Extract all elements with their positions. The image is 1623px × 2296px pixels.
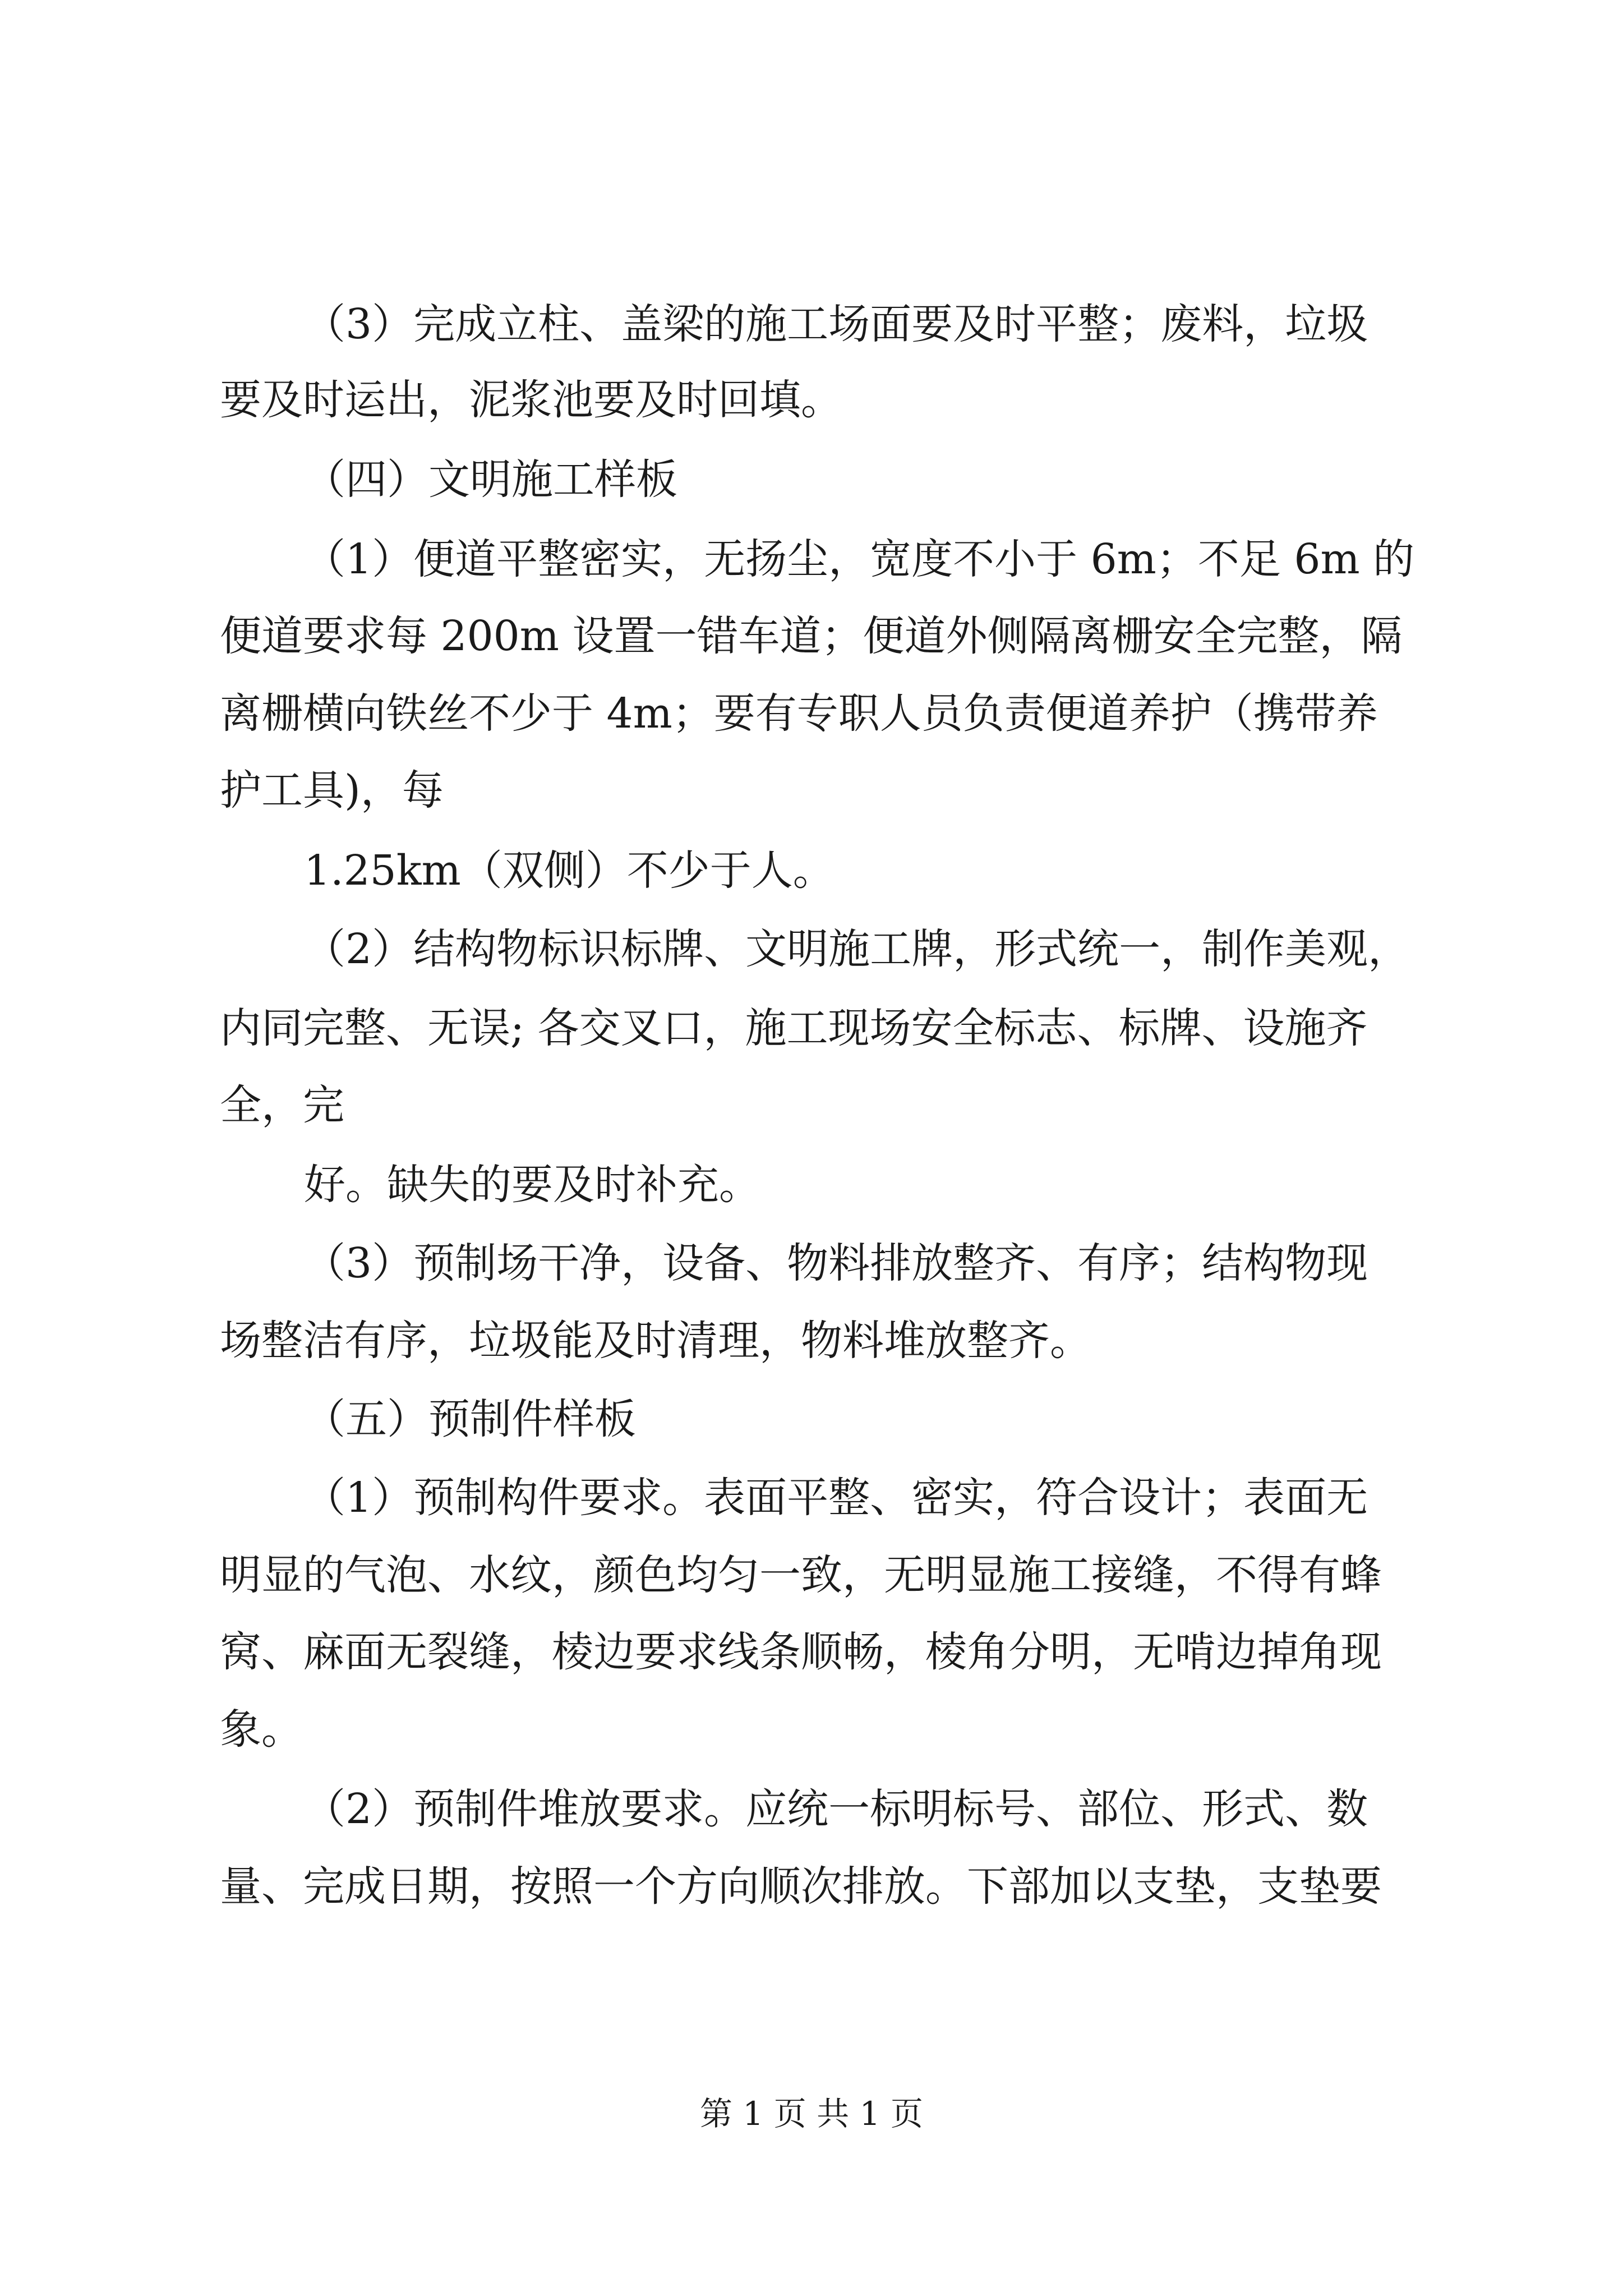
text-line: （1）便道平整密实，无扬尘，宽度不小于 6m；不足 6m 的 (304, 535, 1415, 583)
section-heading: （五）预制件样板 (304, 1395, 636, 1443)
text-line: 窝、麻面无裂缝，棱边要求线条顺畅，棱角分明，无啃边掉角现 (220, 1628, 1382, 1676)
text-line: 好。缺失的要及时补充。 (304, 1161, 760, 1209)
text-line: 要及时运出，泥浆池要及时回填。 (220, 376, 842, 424)
section-heading: （四）文明施工样板 (304, 455, 677, 504)
text-line: （1）预制构件要求。表面平整、密实，符合设计；表面无 (304, 1474, 1368, 1522)
text-line: 明显的气泡、水纹，颜色均匀一致，无明显施工接缝，不得有蜂 (220, 1551, 1382, 1599)
text-line: 内同完整、无误; 各交叉口，施工现场安全标志、标牌、设施齐 (220, 1004, 1368, 1052)
text-line: （2）结构物标识标牌、文明施工牌，形式统一，制作美观， (304, 925, 1410, 973)
text-line: （3）完成立柱、盖梁的施工场面要及时平整；废料，垃圾 (304, 300, 1368, 348)
page-footer: 第 1 页 共 1 页 (700, 2095, 923, 2133)
text-line: （2）预制件堆放要求。应统一标明标号、部位、形式、数 (304, 1785, 1368, 1833)
text-line: 全，完 (220, 1081, 344, 1129)
text-line: 离栅横向铁丝不少于 4m；要有专职人员负责便道养护（携带养 (220, 689, 1378, 738)
text-line: 护工具)，每 (220, 766, 444, 815)
text-line: 象。 (220, 1705, 303, 1754)
text-line: 量、完成日期，按照一个方向顺次排放。下部加以支垫，支垫要 (220, 1862, 1382, 1911)
text-line: （3）预制场干净，设备、物料排放整齐、有序；结构物现 (304, 1239, 1368, 1287)
text-line: 便道要求每 200m 设置一错车道；便道外侧隔离栅安全完整，隔 (220, 612, 1403, 660)
text-line: 场整洁有序，垃圾能及时清理，物料堆放整齐。 (220, 1317, 1091, 1365)
text-line: 1.25km（双侧）不少于人。 (304, 846, 834, 895)
